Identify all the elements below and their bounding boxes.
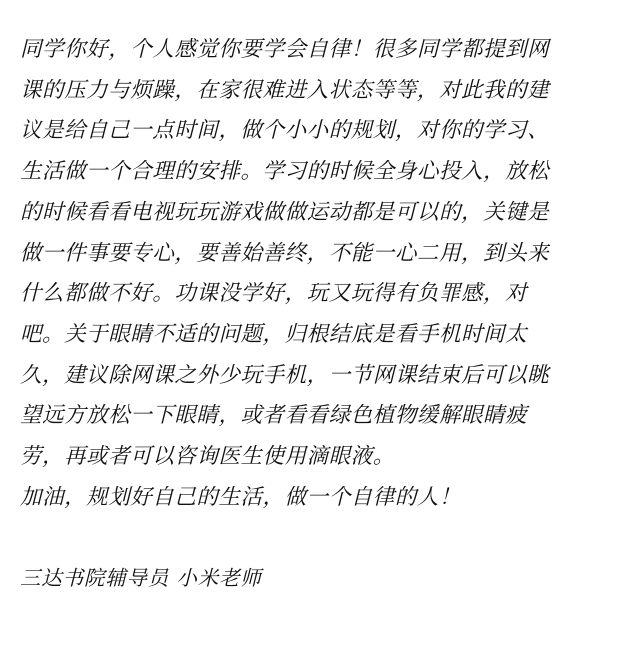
letter-line: 议是给自己一点时间，做个小小的规划，对你的学习、 <box>20 118 550 144</box>
letter-line: 劳，再或者可以咨询医生使用滴眼液。 <box>20 444 395 470</box>
letter-line: 课的压力与烦躁，在家很难进入状态等等，对此我的建 <box>20 77 550 103</box>
letter-line: 久，建议除网课之外少玩手机，一节网课结束后可以眺 <box>20 362 550 388</box>
letter-line: 望远方放松一下眼睛，或者看看绿色植物缓解眼睛疲 <box>20 403 528 429</box>
letter-line: 做一件事要专心，要善始善终，不能一心二用，到头来 <box>20 240 550 266</box>
letter-line: 吧。关于眼睛不适的问题，归根结底是看手机时间太 <box>20 321 528 347</box>
letter-signature: 三达书院辅导员 小米老师 <box>20 566 262 591</box>
letter-line: 的时候看看电视玩玩游戏做做运动都是可以的，关键是 <box>20 199 550 225</box>
letter-line: 什么都做不好。功课没学好，玩又玩得有负罪感，对 <box>20 281 528 307</box>
letter-line: 生活做一个合理的安排。学习的时候全身心投入，放松 <box>20 159 550 185</box>
letter-closing: 加油，规划好自己的生活，做一个自律的人！ <box>20 484 462 510</box>
letter-body <box>20 30 620 518</box>
letter-line: 同学你好，个人感觉你要学会自律！很多同学都提到网 <box>20 37 550 62</box>
